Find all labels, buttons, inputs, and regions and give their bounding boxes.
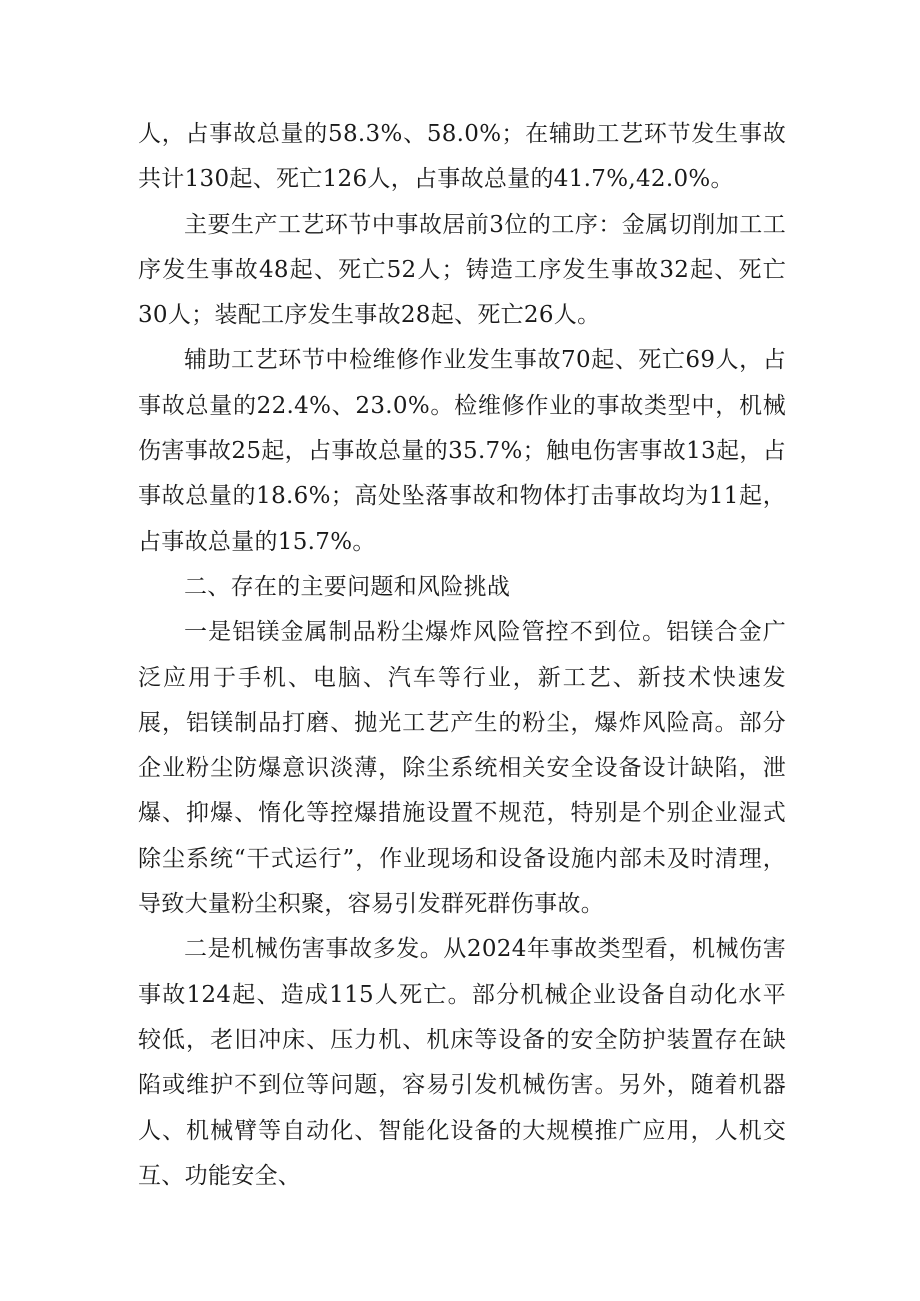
paragraph-main-process-accidents: 主要生产工艺环节中事故居前3位的工序：金属切削加工工序发生事故48起、死亡52人；铸造工序发生事故32起、死亡30人；装配工序发生事故28起、死亡26人。 — [138, 211, 786, 329]
section-heading: 二、存在的主要问题和风险挑战 — [184, 573, 511, 600]
paragraph-continuation: 人，占事故总量的58.3%、58.0%；在辅助工艺环节发生事故共计130起、死亡126人，占事故总量的41.7%,42.0%。 — [138, 121, 786, 193]
paragraph-dust-explosion-risk: 一是铝镁金属制品粉尘爆炸风险管控不到位。铝镁合金广泛应用于手机、电脑、汽车等行业，新工艺、新技术快速发展，铝镁制品打磨、抛光工艺产生的粉尘，爆炸风险高。部分企业粉尘防爆意识淡薄，除尘系统相关安全设备设计缺陷，泄爆、抑爆、惰化等控爆措施设置不规范，特别是个别企业湿式除尘系统“干式运行”，作业现场和设备设施内部未及时清理，导致大量粉尘积聚，容易引发群死群伤事故。 — [138, 619, 786, 918]
document-body — [138, 112, 786, 1199]
paragraph-mechanical-injury: 二是机械伤害事故多发。从2024年事故类型看，机械伤害事故124起、造成115人死亡。部分机械企业设备自动化水平较低，老旧冲床、压力机、机床等设备的安全防护装置存在缺陷或维护不到位等问题，容易引发机械伤害。另外，随着机器人、机械臂等自动化、智能化设备的大规模推广应用，人机交互、功能安全、 — [138, 936, 786, 1189]
paragraph-maintenance-accidents: 辅助工艺环节中检维修作业发生事故70起、死亡69人，占事故总量的22.4%、23.0%。检维修作业的事故类型中，机械伤害事故25起，占事故总量的35.7%；触电伤害事故13起，占事故总量的18.6%；高处坠落事故和物体打击事故均为11起，占事故总量的15.7%。 — [138, 347, 786, 555]
